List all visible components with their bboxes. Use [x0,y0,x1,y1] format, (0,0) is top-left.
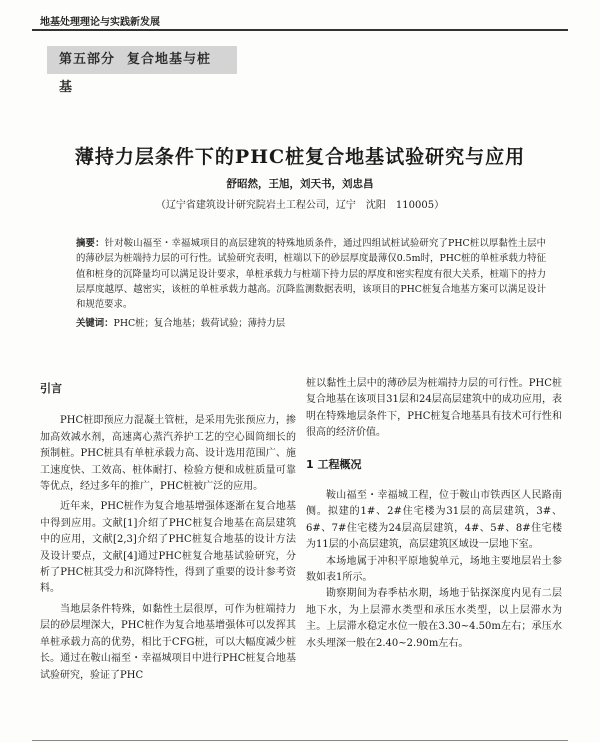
running-header: 地基处理理论与实践新发展 [40,17,160,28]
abstract-text: 针对鞍山福至・幸福城项目的高层建筑的特殊地质条件，通过四组试桩试验研究了PHC桩以厚黏性土层中的薄砂层为桩端持力层的可行性。试验研究表明，桩端以下的砂层厚度最薄仅0.5m时，PHC桩的单桩承载力特征值和桩身的沉降量均可以满足设计要求，单桩承载力与桩端下持力层的厚度和密实程度有很大关系，桩端下的持力层厚度越厚、越密实，该桩的单桩承载力越高。沉降监测数据表明，该项目的PHC桩复合地基方案可以满足设计和规范要求。 [76,238,546,311]
intro-paragraph-1: PHC桩即预应力混凝土管桩，是采用先张预应力，掺加高效减水剂，高速离心蒸汽养护工艺的空心圆筒细长的预制桩。PHC桩具有单桩承载力高、设计选用范围广、施工速度快、工效高、桩体耐打、检验方便和成桩质量可靠等优点，经过多年的推广，PHC桩被广泛的应用。 [40,415,296,493]
section-1-paragraph-3: 勘察期间为春季枯水期，场地于钻探深度内见有二层地下水，为上层滞水类型和承压水类型，以上层滞水为主。上层滞水稳定水位一般在3.30~4.50m左右；承压水水头埋深一般在2.40~2.90m左右。 [306,588,562,649]
paper-authors: 舒昭然，王旭，刘天书，刘忠昌 [226,178,374,190]
left-column [40,376,296,684]
section-1-paragraph-1: 鞍山福至・幸福城工程，位于鞍山市铁西区人民路南侧。拟建的1#、2#住宅楼为31层的高层建筑，3#、6#、7#住宅楼为24层高层建筑，4#、5#、8#住宅楼为11层的小高层建筑，高层建筑区域设一层地下室。 [306,490,562,551]
footer-rule [32,740,568,741]
intro-heading: 引言 [40,382,62,395]
paper-affiliation: （辽宁省建筑设计研究院岩土工程公司，辽宁 沈阳 110005） [155,200,445,211]
intro-continuation: 桩以黏性土层中的薄砂层为桩端持力层的可行性。PHC桩复合地基在该项目31层和24层高层建筑中的成功应用，表明在特殊地层条件下，PHC桩复合地基具有技术可行性和很高的经济价值。 [306,378,562,439]
intro-paragraph-3: 当地层条件特殊，如黏性土层很厚，可作为桩端持力层的砂层埋深大，PHC桩作为复合地基增强体可以发挥其单桩承载力高的优势，相比于CFG桩，可以大幅度减少桩长。通过在鞍山福至・幸福城项目中进行PHC桩复合地基试验研究，验证了PHC [40,603,296,681]
section-part: 第五部分 [59,52,116,67]
keywords [76,316,546,331]
section-1-heading: 1 工程概况 [306,457,362,471]
abstract-label: 摘要： [76,238,105,249]
section-name: 复合地基与桩基 [59,52,212,95]
header-rule [32,29,568,31]
section-banner [47,46,237,95]
section-1-paragraph-2: 本场地属于冲积平原地貌单元，场地主要地层岩土参数如表1所示。 [306,555,562,584]
keywords-text: PHC桩；复合地基；载荷试验；薄持力层 [113,318,286,329]
paper-title: 薄持力层条件下的PHC桩复合地基试验研究与应用 [74,146,526,168]
intro-paragraph-2: 近年来，PHC桩作为复合地基增强体逐渐在复合地基中得到应用。文献[1]介绍了PHC桩复合地基在高层建筑中的应用，文献[2,3]介绍了PHC桩复合地基的设计方法及设计要点，文献[4]通过PHC桩复合地基试验研究，分析了PHC桩其受力和沉降特性，得到了重要的设计参考资料。 [40,501,296,595]
abstract [76,236,546,312]
keywords-label: 关键词： [76,318,114,329]
right-column [306,376,562,652]
